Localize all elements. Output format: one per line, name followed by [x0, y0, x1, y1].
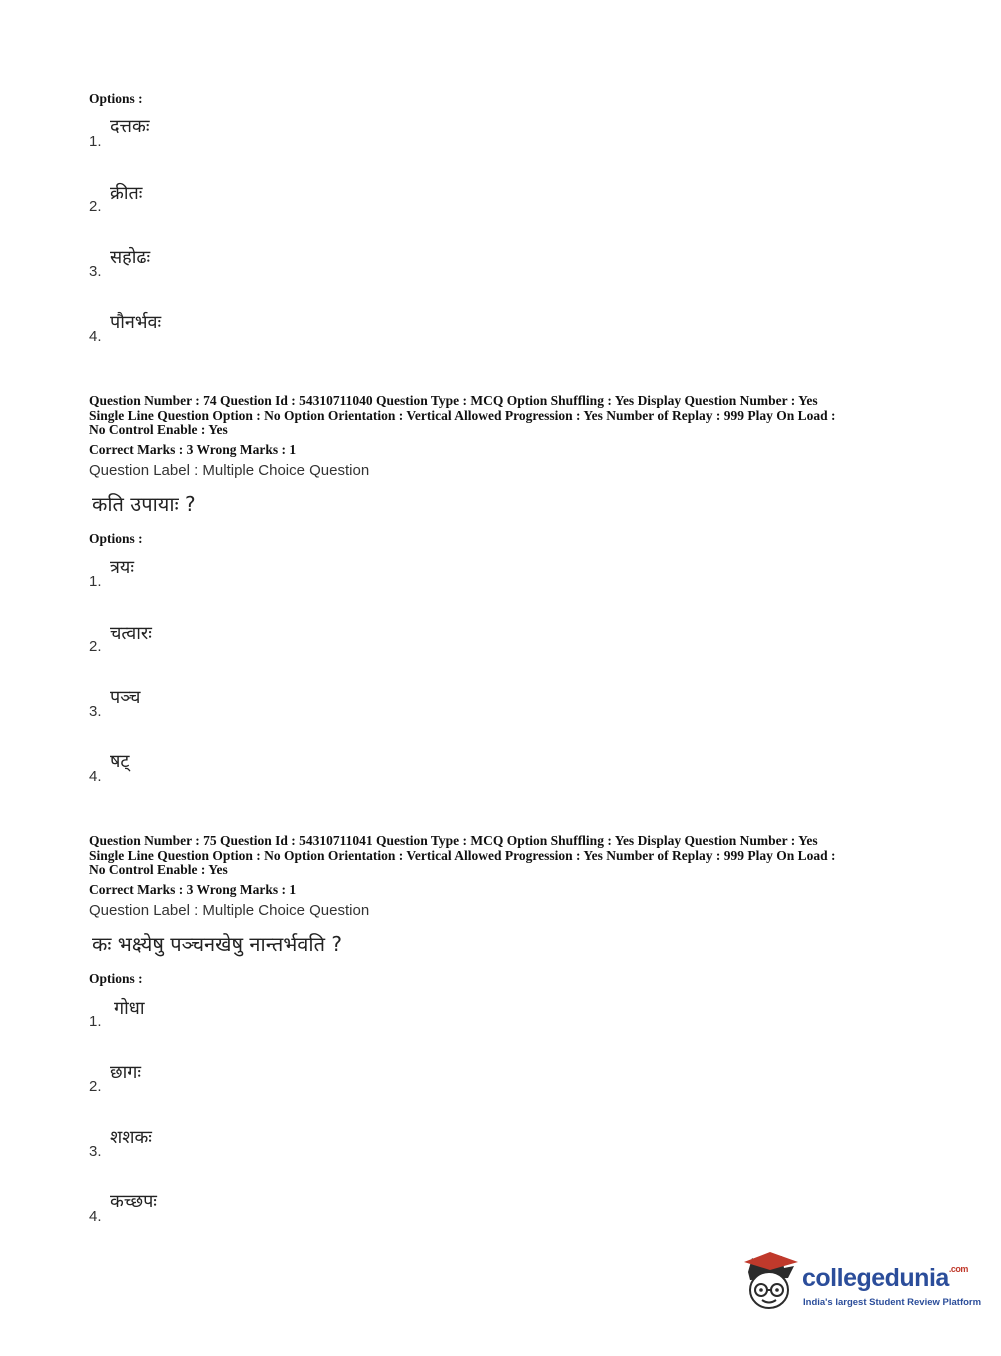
options-heading: Options :: [89, 531, 143, 546]
option-number: 1.: [89, 573, 102, 590]
option-text: षट्: [110, 751, 130, 772]
option-number: 3.: [89, 1143, 102, 1160]
option-text: त्रयः: [110, 557, 135, 578]
logo-tagline: India's largest Student Review Platform: [803, 1297, 982, 1308]
question-label: Question Label : Multiple Choice Question: [89, 902, 370, 919]
option-number: 4.: [89, 328, 102, 345]
option-number: 1.: [89, 1013, 102, 1030]
logo-wordmark: collegedunia: [802, 1264, 949, 1292]
meta-line: Single Line Question Option : No Option Orientation : Vertical Allowed Progression : Yes Number of Replay : 999 Play On Load :: [89, 847, 836, 863]
meta-line: No Control Enable : Yes: [89, 862, 228, 877]
meta-line: Question Number : 74 Question Id : 54310711040 Question Type : MCQ Option Shuffling : Yes Display Question Number : Yes: [89, 393, 818, 408]
meta-line: Question Number : 75 Question Id : 54310711041 Question Type : MCQ Option Shuffling : Yes Display Question Number : Yes: [89, 833, 818, 848]
collegedunia-logo[interactable]: [740, 1250, 982, 1318]
option-number: 2.: [89, 1078, 102, 1095]
option-number: 4.: [89, 1208, 102, 1225]
question-label: Question Label : Multiple Choice Question: [89, 462, 370, 479]
option-text: क्रीतः: [110, 183, 143, 204]
option-number: 4.: [89, 768, 102, 785]
option-text: शशकः: [110, 1127, 152, 1148]
option-text: सहोढः: [110, 247, 151, 268]
logo-domain: .com: [948, 1264, 968, 1274]
option-text: चत्वारः: [110, 623, 152, 644]
question-text: कः भक्ष्येषु पञ्चनखेषु नान्तर्भवति ?: [92, 932, 342, 956]
option-text: कच्छपः: [110, 1191, 157, 1212]
question-meta: [89, 834, 919, 878]
option-text: दत्तकः: [110, 116, 150, 137]
meta-line: Single Line Question Option : No Option Orientation : Vertical Allowed Progression : Yes Number of Replay : 999 Play On Load :: [89, 407, 836, 423]
option-number: 3.: [89, 703, 102, 720]
option-number: 3.: [89, 263, 102, 280]
mascot-icon: [740, 1250, 800, 1312]
option-number: 2.: [89, 198, 102, 215]
option-text: छागः: [110, 1062, 142, 1083]
option-text: पञ्च: [110, 687, 141, 708]
option-number: 1.: [89, 133, 102, 150]
marks-line: Correct Marks : 3 Wrong Marks : 1: [89, 442, 297, 457]
options-heading: Options :: [89, 91, 143, 106]
question-text: कति उपायाः ?: [92, 492, 196, 516]
option-text: पौनर्भवः: [110, 312, 162, 333]
marks-line: Correct Marks : 3 Wrong Marks : 1: [89, 882, 297, 897]
option-number: 2.: [89, 638, 102, 655]
meta-line: No Control Enable : Yes: [89, 422, 228, 437]
options-heading: Options :: [89, 971, 143, 986]
option-text: गोधा: [114, 998, 145, 1019]
question-meta: [89, 394, 919, 438]
